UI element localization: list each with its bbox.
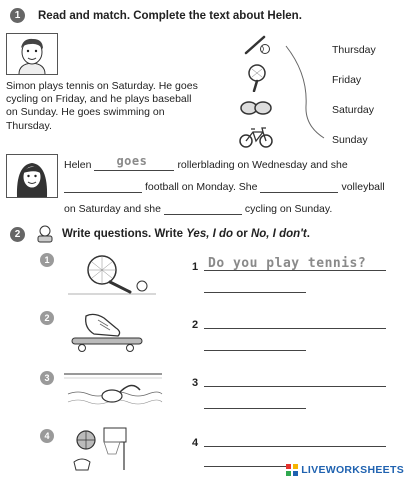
- helen-word: Helen: [64, 159, 92, 171]
- girl-face-icon: [7, 155, 57, 197]
- pencil-kid-icon: [34, 224, 56, 244]
- exercise-1-instruction: Read and match. Complete the text about Helen.: [38, 10, 302, 22]
- answer-4-line-a[interactable]: [204, 446, 386, 447]
- baseball-icon: [240, 33, 272, 57]
- exercise-2-number: 2: [10, 227, 25, 242]
- exercise-2-instruction: Write questions. Write Yes, I do or No, I don't.: [62, 228, 310, 240]
- bicycle-icon: [238, 124, 274, 148]
- item-2-badge: 2: [40, 311, 54, 325]
- helen-blank-1[interactable]: [94, 154, 174, 171]
- swimming-goggles-icon: [238, 98, 274, 118]
- answer-1-line-b[interactable]: [204, 292, 306, 293]
- answer-4-line-b[interactable]: [204, 466, 286, 467]
- answer-2-number: 2: [192, 319, 199, 331]
- helen-text-4: volleyball: [341, 181, 385, 193]
- swimming-picture: [62, 368, 166, 416]
- helen-portrait: [6, 154, 58, 198]
- day-friday: Friday: [332, 74, 362, 86]
- yes-phrase: Yes, I do: [186, 228, 234, 240]
- helen-text-5: on Saturday and she: [64, 203, 161, 215]
- basketball-picture: [64, 424, 160, 472]
- item-3-badge: 3: [40, 371, 54, 385]
- day-thursday: Thursday: [332, 44, 376, 56]
- answer-4-number: 4: [192, 437, 199, 449]
- answer-1-number: 1: [192, 261, 199, 273]
- answer-3-line-a[interactable]: [204, 386, 386, 387]
- no-phrase: No, I don't: [250, 228, 307, 240]
- answer-2-line-a[interactable]: [204, 328, 386, 329]
- day-saturday: Saturday: [332, 104, 375, 116]
- item-4-badge: 4: [40, 429, 54, 443]
- helen-text-3: football on Monday. She: [145, 181, 258, 193]
- exercise-1-number: 1: [10, 8, 25, 23]
- liveworksheets-watermark: LIVEWORKSHEETS: [286, 464, 404, 476]
- helen-text-6: cycling on Sunday.: [244, 203, 333, 215]
- helen-text-2: rollerblading on Wednesday and she: [177, 159, 348, 171]
- helen-blank-2[interactable]: [64, 181, 142, 193]
- skateboard-picture: [64, 308, 160, 356]
- simon-text: Simon plays tennis on Saturday. He goes cycling on Friday, and he plays baseball on Sunday. He goes swimming on Thursday.: [6, 80, 198, 132]
- helen-blank-3[interactable]: [260, 181, 338, 193]
- helen-line-1: [64, 154, 348, 171]
- liveworksheets-logo-icon: [286, 464, 298, 476]
- item-1-badge: 1: [40, 253, 54, 267]
- helen-answer-1: goes: [116, 154, 148, 168]
- answer-3-number: 3: [192, 377, 199, 389]
- helen-blank-4[interactable]: [164, 203, 242, 215]
- helen-line-2: [64, 181, 385, 193]
- matching-line: [280, 44, 330, 142]
- boy-face-icon: [7, 34, 57, 74]
- simon-portrait: [6, 33, 58, 75]
- answer-2-line-b[interactable]: [204, 350, 306, 351]
- tennis-picture: [64, 250, 160, 298]
- answer-3-line-b[interactable]: [204, 408, 306, 409]
- tennis-racket-icon: [244, 64, 270, 92]
- helen-line-3: [64, 203, 332, 215]
- answer-1-text: Do you play tennis?: [208, 256, 367, 271]
- day-sunday: Sunday: [332, 134, 368, 146]
